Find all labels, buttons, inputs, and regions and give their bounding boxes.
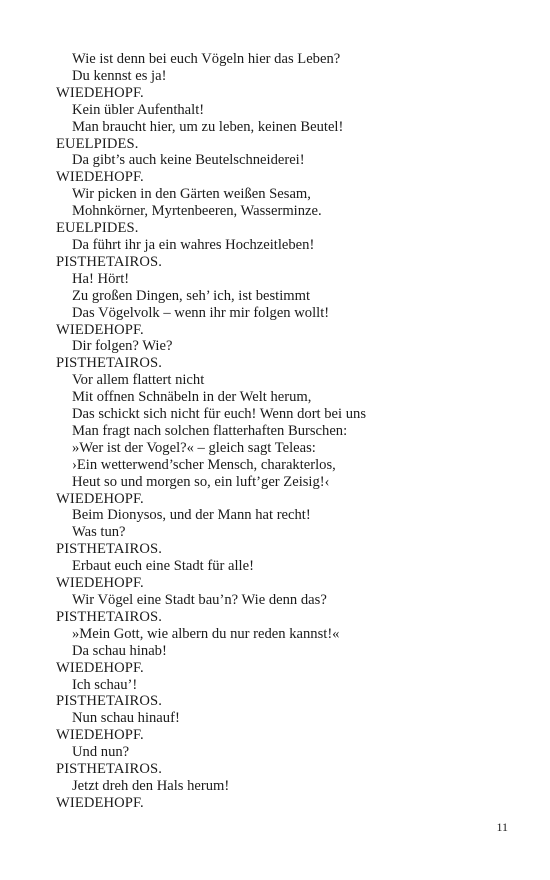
speaker-name: WIEDEHOPF. [56, 321, 144, 338]
verse-line: Zu großen Dingen, seh’ ich, ist bestimmt [72, 287, 311, 304]
verse-line: Heut so und morgen so, ein luft’ger Zeisig!‹ [72, 473, 330, 490]
verse-line: Wir Vögel eine Stadt bau’n? Wie denn das? [72, 592, 327, 608]
speaker-name: WIEDEHOPF. [56, 84, 144, 101]
verse-line: Da schau hinab! [72, 642, 167, 659]
verse-line: Das Vögelvolk – wenn ihr mir folgen wollt! [72, 304, 330, 321]
verse-line: Kein übler Aufenthalt! [72, 101, 205, 118]
speaker-name: PISTHETAIROS. [56, 693, 162, 710]
page-number: 11 [496, 820, 508, 834]
verse-line: Da führt ihr ja ein wahres Hochzeitleben! [72, 236, 315, 253]
speaker-name: PISTHETAIROS. [56, 608, 162, 625]
speaker-name: WIEDEHOPF. [56, 659, 144, 676]
verse-line: Da gibt’s auch keine Beutelschneiderei! [72, 152, 305, 169]
verse-line: Du kennst es ja! [72, 67, 167, 84]
verse-line: Mit offnen Schnäbeln in der Welt herum, [72, 389, 312, 406]
verse-line: »Wer ist der Vogel?« – gleich sagt Teleas: [72, 439, 316, 456]
verse-line: Jetzt dreh den Hals herum! [72, 777, 230, 794]
speaker-name: WIEDEHOPF. [56, 169, 144, 186]
speaker-name: WIEDEHOPF. [56, 727, 144, 744]
verse-line: Was tun? [72, 524, 126, 541]
speaker-name: WIEDEHOPF. [56, 490, 144, 507]
speaker-name: PISTHETAIROS. [56, 355, 162, 372]
verse-line: »Mein Gott, wie albern du nur reden kannst!« [72, 625, 340, 642]
verse-line: Ha! Hört! [72, 270, 130, 287]
verse-line: Man braucht hier, um zu leben, keinen Beutel! [72, 118, 344, 135]
verse-line: Beim Dionysos, und der Mann hat recht! [72, 507, 311, 524]
verse-line: Mohnkörner, Myrtenbeeren, Wasserminze. [72, 203, 322, 220]
verse-line: ›Ein wetterwend’scher Mensch, charakterlos, [72, 456, 336, 473]
verse-line: Und nun? [72, 744, 130, 761]
verse-line: Ich schau’! [72, 676, 138, 693]
dialogue-text [56, 51, 516, 812]
speaker-name: PISTHETAIROS. [56, 253, 162, 270]
verse-line: Vor allem flattert nicht [72, 372, 205, 389]
speaker-name: EUELPIDES. [56, 220, 139, 237]
verse-line: Dir folgen? Wie? [72, 338, 173, 355]
verse-line: Wir picken in den Gärten weißen Sesam, [72, 186, 311, 203]
verse-line: Wie ist denn bei euch Vögeln hier das Leben? [72, 51, 341, 67]
verse-line: Das schickt sich nicht für euch! Wenn dort bei uns [72, 406, 367, 423]
speaker-name: PISTHETAIROS. [56, 541, 162, 558]
verse-line: Man fragt nach solchen flatterhaften Burschen: [72, 422, 348, 439]
speaker-name: PISTHETAIROS. [56, 761, 162, 778]
verse-line: Erbaut euch eine Stadt für alle! [72, 558, 254, 575]
verse-line: Nun schau hinauf! [72, 710, 180, 727]
speaker-name: EUELPIDES. [56, 135, 139, 152]
speaker-name: WIEDEHOPF. [56, 794, 144, 811]
speaker-name: WIEDEHOPF. [56, 575, 144, 592]
